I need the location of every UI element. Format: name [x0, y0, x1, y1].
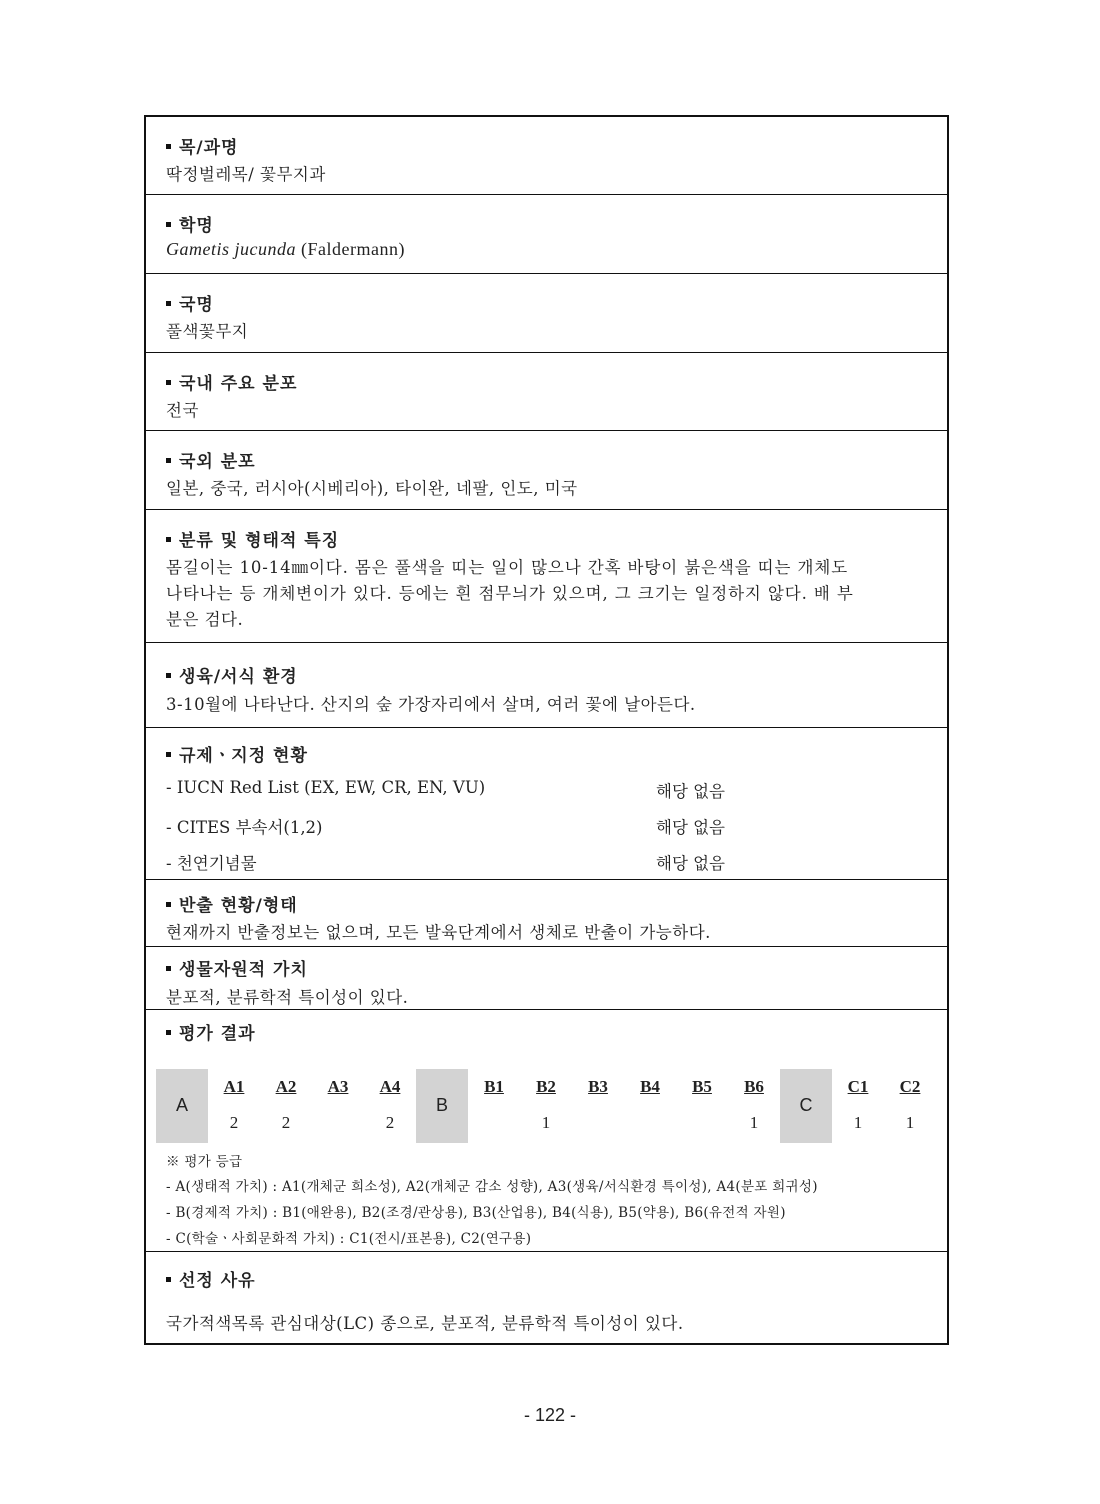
eval-code: B1: [484, 1077, 504, 1096]
eval-code: B3: [588, 1077, 608, 1096]
regulation-value: 해당 없음: [656, 854, 726, 873]
eval-code: B5: [692, 1077, 712, 1096]
section-heading: 국외 분포: [166, 447, 256, 472]
habitat-value: 3-10월에 나타난다. 산지의 숲 가장자리에서 살며, 여러 꽃에 날아든다.: [166, 695, 696, 714]
eval-code: A4: [379, 1077, 401, 1096]
eval-code: B6: [744, 1077, 764, 1096]
section-heading: 국내 주요 분포: [166, 369, 297, 394]
eval-score: 1: [853, 1113, 863, 1132]
page-number: - 122 -: [523, 1405, 577, 1425]
domestic-distribution-value: 전국: [166, 401, 199, 420]
eval-score: 1: [749, 1113, 759, 1132]
eval-code: A3: [327, 1077, 349, 1096]
section-domestic-distribution: [146, 353, 947, 431]
bullet-icon: [166, 380, 171, 385]
bullet-icon: [166, 537, 171, 542]
section-heading: 분류 및 형태적 특징: [166, 526, 339, 551]
scientific-name-value: [166, 239, 405, 260]
section-korean-name: [146, 274, 947, 353]
eval-code: B4: [640, 1077, 660, 1096]
morphology-line-3: 분은 검다.: [166, 610, 244, 629]
bullet-icon: [166, 222, 171, 227]
eval-group-c: C: [780, 1069, 832, 1143]
species-info-table: [144, 115, 949, 1345]
section-heading: 평가 결과: [166, 1019, 256, 1044]
section-habitat: [146, 643, 947, 728]
bullet-icon: [166, 301, 171, 306]
bullet-icon: [166, 458, 171, 463]
order-family-value: 딱정벌레목/ 꽃무지과: [166, 165, 326, 184]
eval-notes-title: ※ 평가 등급: [166, 1154, 243, 1170]
korean-name-value: 풀색꽃무지: [166, 322, 249, 341]
morphology-line-1: 몸길이는 10-14㎜이다. 몸은 풀색을 띠는 일이 많으나 간혹 바탕이 붉은색을 띠는 개체도: [166, 558, 849, 577]
eval-note-c: - C(학술ㆍ사회문화적 가치) : C1(전시/표본용), C2(연구용): [166, 1231, 532, 1247]
section-scientific-name: [146, 195, 947, 274]
reason-value: 국가적색목록 관심대상(LC) 종으로, 분포적, 분류학적 특이성이 있다.: [166, 1314, 684, 1333]
regulation-value: 해당 없음: [656, 818, 726, 837]
eval-code: A2: [275, 1077, 297, 1096]
section-heading: 선정 사유: [166, 1266, 256, 1291]
eval-note-b: - B(경제적 가치) : B1(애완용), B2(조경/관상용), B3(산업용), B4(식용), B5(약용), B6(유전적 자원): [166, 1205, 786, 1221]
author: (Faldermann): [300, 239, 405, 259]
bullet-icon: [166, 1277, 171, 1282]
section-heading: 생물자원적 가치: [166, 955, 308, 980]
section-heading: 국명: [166, 290, 214, 315]
bullet-icon: [166, 1030, 171, 1035]
eval-score: 2: [385, 1113, 395, 1132]
section-reason: [146, 1252, 947, 1343]
section-bio-value: [146, 947, 947, 1010]
eval-note-a: - A(생태적 가치) : A1(개체군 희소성), A2(개체군 감소 성향), A3(생육/서식환경 특이성), A4(분포 희귀성): [166, 1179, 818, 1195]
section-morphology: [146, 510, 947, 643]
section-heading: 반출 현황/형태: [166, 891, 298, 916]
bio-value-value: 분포적, 분류학적 특이성이 있다.: [166, 988, 409, 1007]
regulation-label: - 천연기념물: [166, 854, 257, 873]
bullet-icon: [166, 752, 171, 757]
eval-score: 2: [229, 1113, 239, 1132]
morphology-line-2: 나타나는 등 개체변이가 있다. 등에는 흰 점무늬가 있으며, 그 크기는 일정하지 않다. 배 부: [166, 584, 854, 603]
export-value: 현재까지 반출정보는 없으며, 모든 발육단계에서 생체로 반출이 가능하다.: [166, 923, 711, 942]
eval-score: 1: [905, 1113, 915, 1132]
genus-species: Gametis jucunda: [166, 239, 296, 259]
foreign-distribution-value: 일본, 중국, 러시아(시베리아), 타이완, 네팔, 인도, 미국: [166, 479, 578, 498]
section-heading: 생육/서식 환경: [166, 662, 298, 687]
regulation-label: - IUCN Red List (EX, EW, CR, EN, VU): [166, 778, 486, 797]
section-export: [146, 880, 947, 947]
bullet-icon: [166, 902, 171, 907]
bullet-icon: [166, 673, 171, 678]
bullet-icon: [166, 144, 171, 149]
eval-code: B2: [536, 1077, 556, 1096]
bullet-icon: [166, 966, 171, 971]
section-heading: 규제ㆍ지정 현황: [166, 741, 308, 766]
eval-group-a: A: [156, 1069, 208, 1143]
eval-code: C1: [847, 1077, 869, 1096]
regulation-value: 해당 없음: [656, 782, 726, 801]
section-heading: 학명: [166, 211, 214, 236]
eval-code: C2: [899, 1077, 921, 1096]
section-order-family: [146, 117, 947, 195]
eval-code: A1: [223, 1077, 245, 1096]
section-heading: 목/과명: [166, 133, 238, 158]
regulation-label: - CITES 부속서(1,2): [166, 818, 323, 837]
eval-group-b: B: [416, 1069, 468, 1143]
section-foreign-distribution: [146, 431, 947, 510]
eval-score: 2: [281, 1113, 291, 1132]
eval-score: 1: [541, 1113, 551, 1132]
section-regulation: [146, 728, 947, 880]
